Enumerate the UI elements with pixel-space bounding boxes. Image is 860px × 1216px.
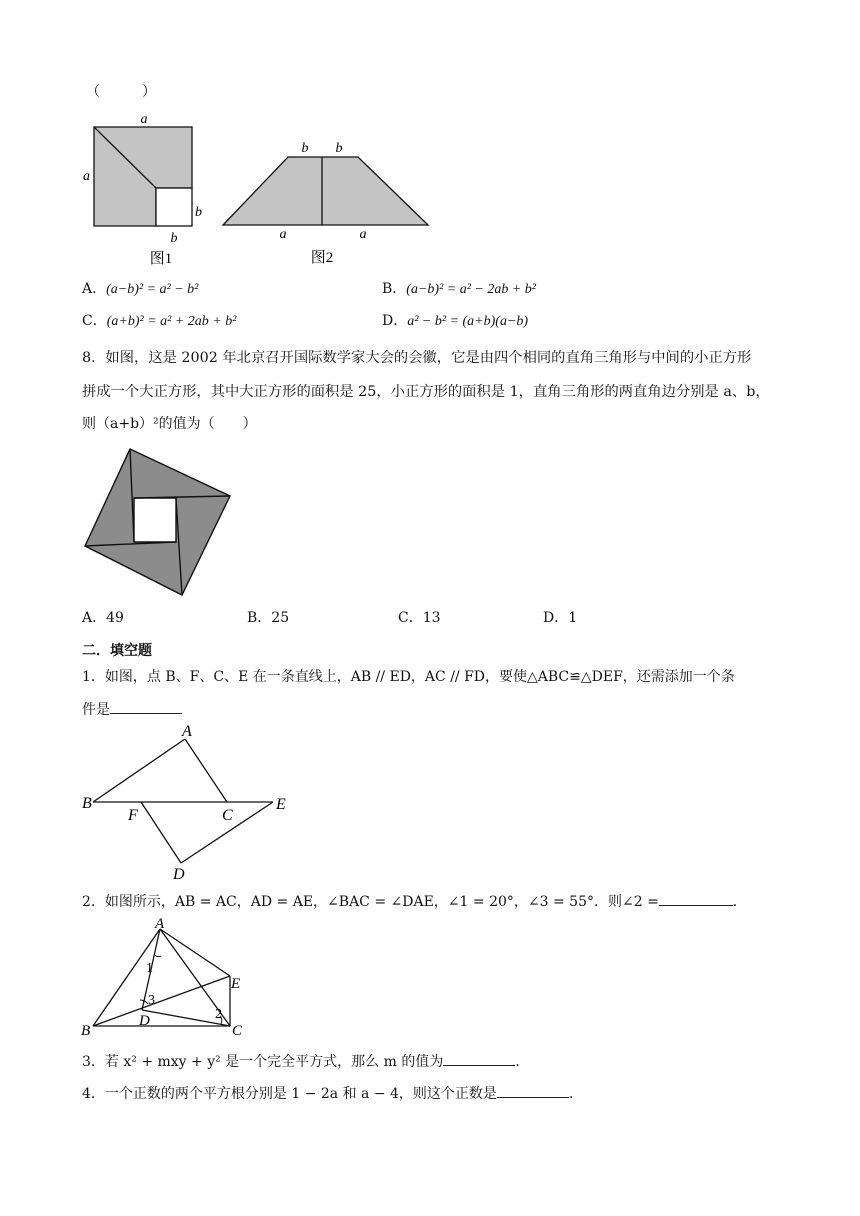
fill4-end: ． [568, 1086, 583, 1102]
option-letter: A． [82, 281, 107, 297]
option-value: 13 [422, 610, 441, 626]
fill1-point-e: E [276, 796, 286, 813]
option-value: 25 [271, 610, 290, 626]
fill3-end: ． [515, 1054, 530, 1070]
fill1-line-1: 1．如图，点 B、F、C、E 在一条直线上，AB // ED，AC // FD，要使△ABC≌△DEF，还需添加一个条 [82, 669, 735, 685]
q8-line-2: 拼成一个大正方形，其中大正方形的面积是 25，小正方形的面积是 1，直角三角形的两直角边分别是 a、b， [82, 384, 770, 400]
option-value: 1 [568, 610, 578, 626]
option-letter: B． [247, 610, 272, 626]
fill2-point-a: A [155, 918, 165, 932]
fill3-text: 3．若 x² + mxy + y² 是一个完全平方式，那么 m 的值为 [82, 1054, 444, 1070]
q8-option-b[interactable] [247, 608, 289, 628]
fig2-label-bottom-left: a [279, 227, 287, 242]
q7-figure-1 [80, 108, 210, 268]
q8-line-1: 8．如图，这是 2002 年北京召开国际数学家大会的会徽，它是由四个相同的直角三角形与中间的小正方形 [82, 350, 752, 366]
q7-option-d[interactable] [382, 311, 528, 332]
fill4-text: 4．一个正数的两个平方根分别是 1 − 2a 和 a − 4，则这个正数是 [82, 1086, 497, 1102]
fill1-line-2 [82, 699, 182, 720]
q8-figure-pinwheel [80, 444, 240, 600]
option-letter: C． [82, 313, 107, 329]
option-letter: D． [543, 610, 569, 626]
fig1-label-bottom: b [170, 231, 178, 246]
fill2-answer-blank[interactable] [659, 891, 733, 906]
q7-figure-2 [215, 136, 460, 271]
fig2-label-bottom-right: a [359, 227, 367, 242]
fill2-end: ． [732, 894, 747, 910]
fig1-label-left: a [83, 169, 90, 184]
fill4-answer-blank[interactable] [497, 1083, 569, 1098]
fill3-answer-blank[interactable] [443, 1051, 515, 1066]
fig2-caption: 图2 [310, 250, 334, 266]
fill2-point-b: B [81, 1023, 91, 1039]
fill2-point-c: C [232, 1023, 243, 1039]
fill3-line [82, 1051, 529, 1072]
fig2-label-top-left: b [301, 141, 309, 156]
fill1-figure [78, 722, 296, 882]
fill2-angle-1: 1 [146, 961, 153, 976]
q8-line-3: 则（a+b）²的值为（ ） [82, 416, 257, 432]
fill2-angle-3: 3 [148, 993, 155, 1008]
fig2-label-top-right: b [335, 141, 343, 156]
option-letter: B． [382, 281, 407, 297]
option-letter: A． [82, 610, 107, 626]
fill2-line [82, 891, 747, 912]
option-text: a² − b² = (a+b)(a−b) [407, 314, 529, 329]
fill2-point-e: E [231, 976, 241, 992]
option-text: (a+b)² = a² + 2ab + b² [106, 314, 237, 329]
q7-answer-bracket: （ ） [86, 84, 156, 100]
fill1-point-a: A [182, 723, 192, 740]
option-letter: D． [382, 313, 408, 329]
fill1-point-d: D [173, 866, 185, 882]
fill2-figure [78, 918, 258, 1042]
section-heading-fill-in: 二．填空题 [82, 643, 152, 659]
fill1-point-b: B [82, 795, 92, 812]
fill1-line-2-text: 件是 [82, 702, 110, 718]
fill4-line [82, 1083, 583, 1104]
option-value: 49 [106, 610, 124, 626]
option-text: (a−b)² = a² − 2ab + b² [406, 282, 537, 297]
q7-option-b[interactable] [382, 279, 536, 300]
fill2-text: 2．如图所示，AB = AC，AD = AE，∠BAC = ∠DAE，∠1 = 20°，∠3 = 55°．则∠2 = [82, 894, 659, 910]
fig1-label-right: b [195, 205, 202, 220]
q8-option-a[interactable] [82, 608, 124, 628]
q7-option-c[interactable] [82, 311, 236, 332]
fill2-angle-2: 2 [215, 1007, 222, 1022]
option-text: (a−b)² = a² − b² [106, 282, 199, 297]
fill1-point-c: C [222, 807, 233, 824]
fill1-point-f: F [128, 807, 138, 824]
q8-option-c[interactable] [398, 608, 441, 628]
fill2-point-d: D [139, 1013, 150, 1029]
fig1-caption: 图1 [149, 251, 173, 267]
q8-option-d[interactable] [543, 608, 577, 628]
fill1-answer-blank[interactable] [110, 699, 182, 714]
option-letter: C． [398, 610, 423, 626]
fig1-label-top: a [140, 112, 148, 127]
q7-option-a[interactable] [82, 279, 198, 300]
